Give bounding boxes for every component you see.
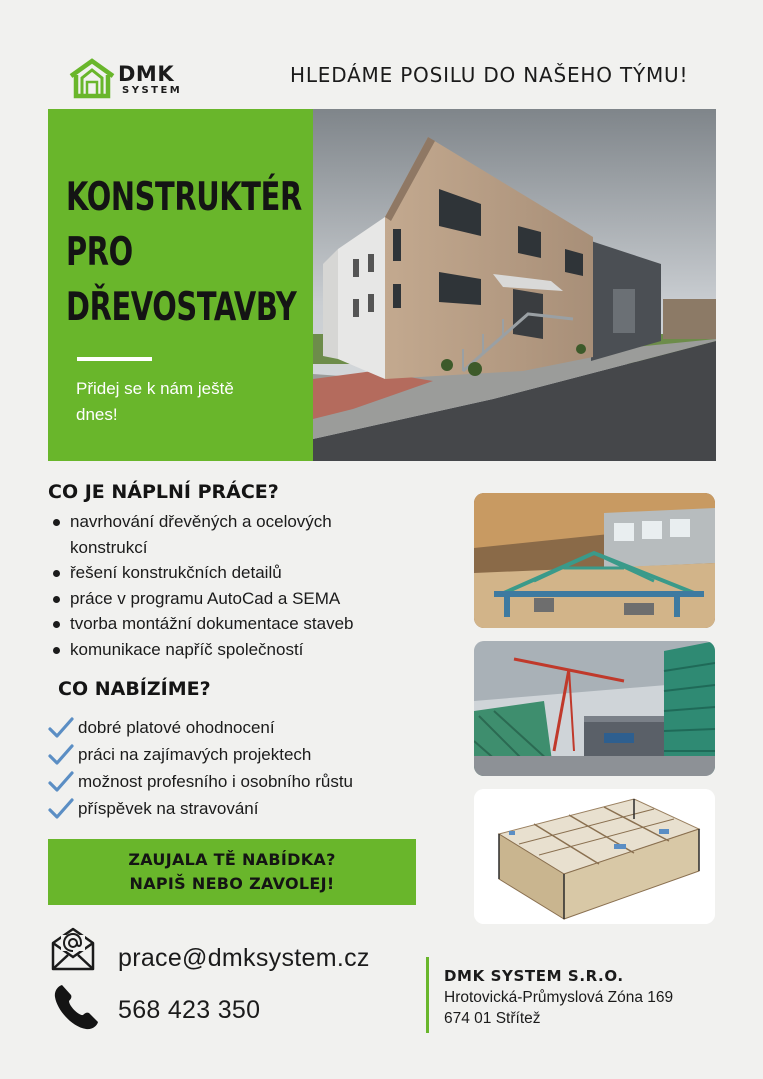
bullet-dot xyxy=(53,596,60,603)
offer-list xyxy=(48,714,448,822)
checkmark-icon xyxy=(48,771,74,793)
list-item xyxy=(48,768,448,795)
logo-text: DMK xyxy=(118,62,175,86)
page-headline: HLEDÁME POSILU DO NAŠEHO TÝMU! xyxy=(290,63,689,87)
workshop-photo xyxy=(474,493,715,628)
phone-handset-icon xyxy=(52,982,100,1032)
list-item-text: práce v programu AutoCad a SEMA xyxy=(70,588,341,608)
company-name: DMK SYSTEM S.R.O. xyxy=(444,967,624,985)
list-item-text: navrhování dřevěných a ocelových xyxy=(70,512,332,531)
list-item xyxy=(50,637,450,663)
phone-number[interactable]: 568 423 350 xyxy=(118,996,261,1024)
cta-line: ZAUJALA TĚ NABÍDKA? xyxy=(128,850,336,869)
list-item xyxy=(50,509,450,535)
duties-heading: CO JE NÁPLNÍ PRÁCE? xyxy=(48,481,279,503)
list-item xyxy=(48,741,448,768)
duties-list xyxy=(50,509,450,662)
list-item-text: možnost profesního i osobního růstu xyxy=(78,772,353,791)
3d-model-image xyxy=(474,789,715,924)
construction-site-photo xyxy=(474,641,715,776)
bullet-dot xyxy=(53,519,60,526)
list-item-text: konstrukcí xyxy=(70,537,148,557)
hero-subtitle-line: dnes! xyxy=(76,405,118,424)
job-title-line: KONSTRUKTÉR xyxy=(66,175,302,220)
list-item-text: komunikace napříč společností xyxy=(70,639,304,659)
logo-subtext: SYSTEM xyxy=(122,85,183,96)
bullet-dot xyxy=(53,647,60,654)
company-address-line: Hrotovická-Průmyslová Zóna 169 xyxy=(444,989,674,1006)
company-address-line: 674 01 Střítež xyxy=(444,1010,541,1027)
house-logo-icon xyxy=(68,58,118,100)
checkmark-icon xyxy=(48,717,74,739)
hero-subtitle xyxy=(76,376,296,428)
bullet-dot xyxy=(53,570,60,577)
divider xyxy=(77,357,152,361)
list-item-text: tvorba montážní dokumentace staveb xyxy=(70,614,354,633)
list-item-text: příspěvek na stravování xyxy=(78,799,259,818)
list-item xyxy=(50,560,450,586)
list-item xyxy=(48,714,448,741)
checkmark-icon xyxy=(48,744,74,766)
list-item-continued xyxy=(50,535,450,561)
envelope-at-icon xyxy=(50,927,96,971)
company-logo xyxy=(68,58,188,100)
list-item xyxy=(50,586,450,612)
checkmark-icon xyxy=(48,798,74,820)
job-title-line: DŘEVOSTAVBY xyxy=(66,285,297,330)
divider xyxy=(426,957,429,1033)
building-photo xyxy=(313,109,716,461)
company-info xyxy=(444,966,673,1029)
cta-line: NAPIŠ NEBO ZAVOLEJ! xyxy=(129,874,335,893)
list-item xyxy=(48,795,448,822)
list-item-text: řešení konstrukčních detailů xyxy=(70,563,282,582)
list-item-text: dobré platové ohodnocení xyxy=(78,718,275,737)
offer-heading: CO NABÍZÍME? xyxy=(58,678,211,700)
bullet-dot xyxy=(53,621,60,628)
job-title xyxy=(66,170,302,335)
list-item xyxy=(50,611,450,637)
job-title-line: PRO xyxy=(66,230,133,275)
list-item-text: práci na zajímavých projektech xyxy=(78,745,312,764)
email-address[interactable]: prace@dmksystem.cz xyxy=(118,944,370,972)
hero-subtitle-line: Přidej se k nám ještě xyxy=(76,379,234,398)
cta-banner[interactable] xyxy=(48,839,416,905)
